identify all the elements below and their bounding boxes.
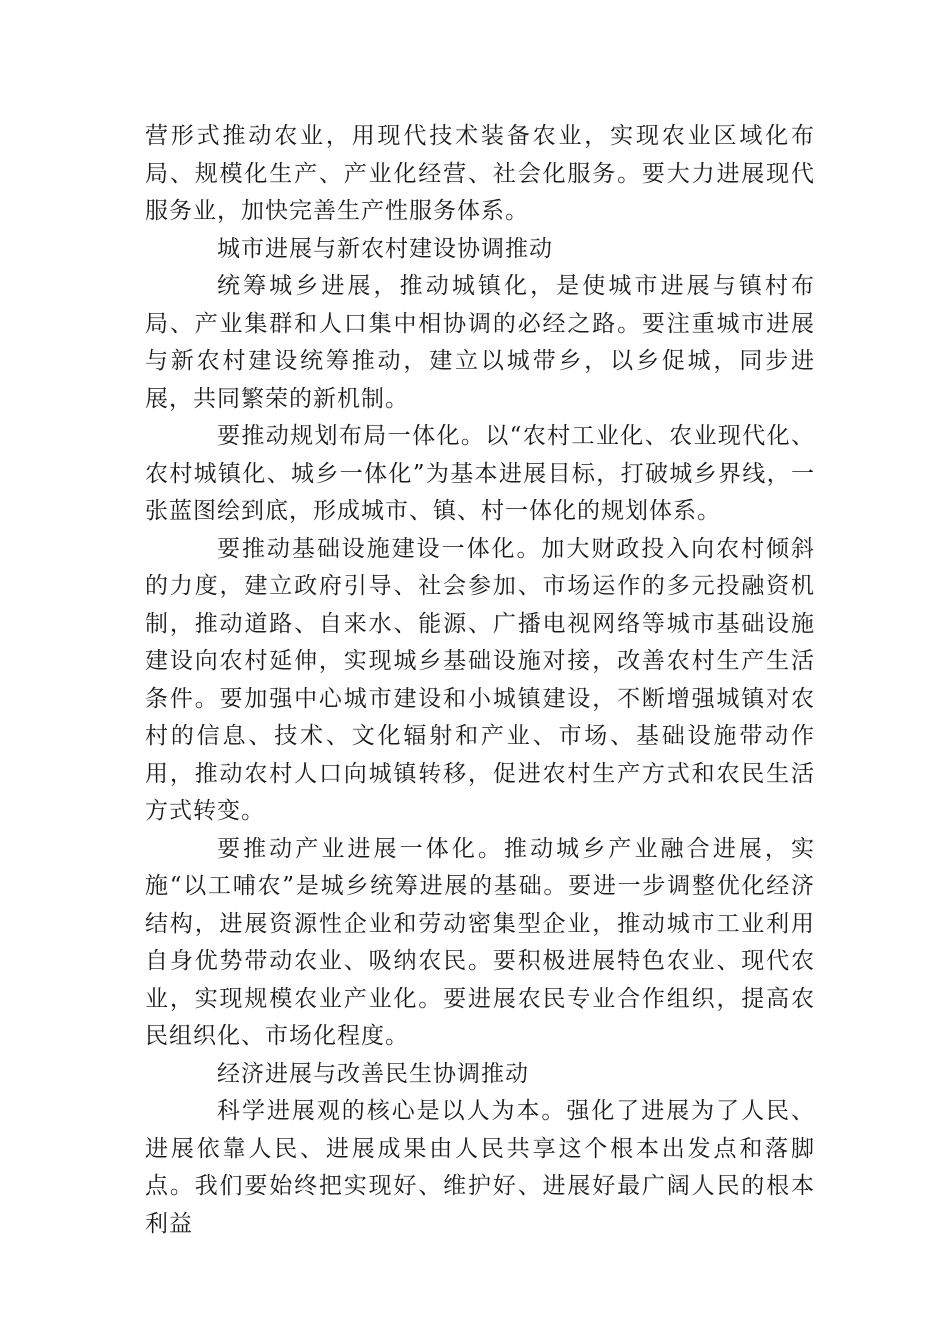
paragraph-continued: 营形式推动农业，用现代技术装备农业，实现农业区域化布局、规模化生产、产业化经营、社会化服务。要大力进展现代服务业，加快完善生产性服务体系。 — [145, 123, 815, 224]
paragraph: 科学进展观的核心是以人为本。强化了进展为了人民、进展依靠人民、进展成果由人民共享这个根本出发点和落脚点。我们要始终把实现好、维护好、进展好最广阔人民的根本利益 — [145, 1098, 815, 1237]
paragraph: 要推动产业进展一体化。推动城乡产业融合进展，实施“以工哺农”是城乡统筹进展的基础。要进一步调整优化经济结构，进展资源性企业和劳动密集型企业，推动城市工业利用自身优势带动农业、吸纳农民。要积极进展特色农业、现代农业，实现规模农业产业化。要进展农民专业合作组织，提高农民组织化、市场化程度。 — [145, 835, 815, 1049]
section-heading: 城市进展与新农村建设协调推动 — [217, 235, 553, 262]
paragraph: 要推动规划布局一体化。以“农村工业化、农业现代化、农村城镇化、城乡一体化”为基本进展目标，打破城乡界线，一张蓝图绘到底，形成城市、镇、村一体化的规划体系。 — [145, 423, 815, 524]
section-heading: 经济进展与改善民生协调推动 — [217, 1060, 529, 1087]
paragraph: 要推动基础设施建设一体化。加大财政投入向农村倾斜的力度，建立政府引导、社会参加、市场运作的多元投融资机制，推动道路、自来水、能源、广播电视网络等城市基础设施建设向农村延伸，实现城乡基础设施对接，改善农村生产生活条件。要加强中心城市建设和小城镇建设，不断增强城镇对农村的信息、技术、文化辐射和产业、市场、基础设施带动作用，推动农村人口向城镇转移，促进农村生产方式和农民生活方式转变。 — [145, 535, 815, 824]
paragraph: 统筹城乡进展，推动城镇化，是使城市进展与镇村布局、产业集群和人口集中相协调的必经之路。要注重城市进展与新农村建设统筹推动，建立以城带乡，以乡促城，同步进展，共同繁荣的新机制。 — [145, 273, 815, 412]
document-body — [145, 118, 815, 1243]
